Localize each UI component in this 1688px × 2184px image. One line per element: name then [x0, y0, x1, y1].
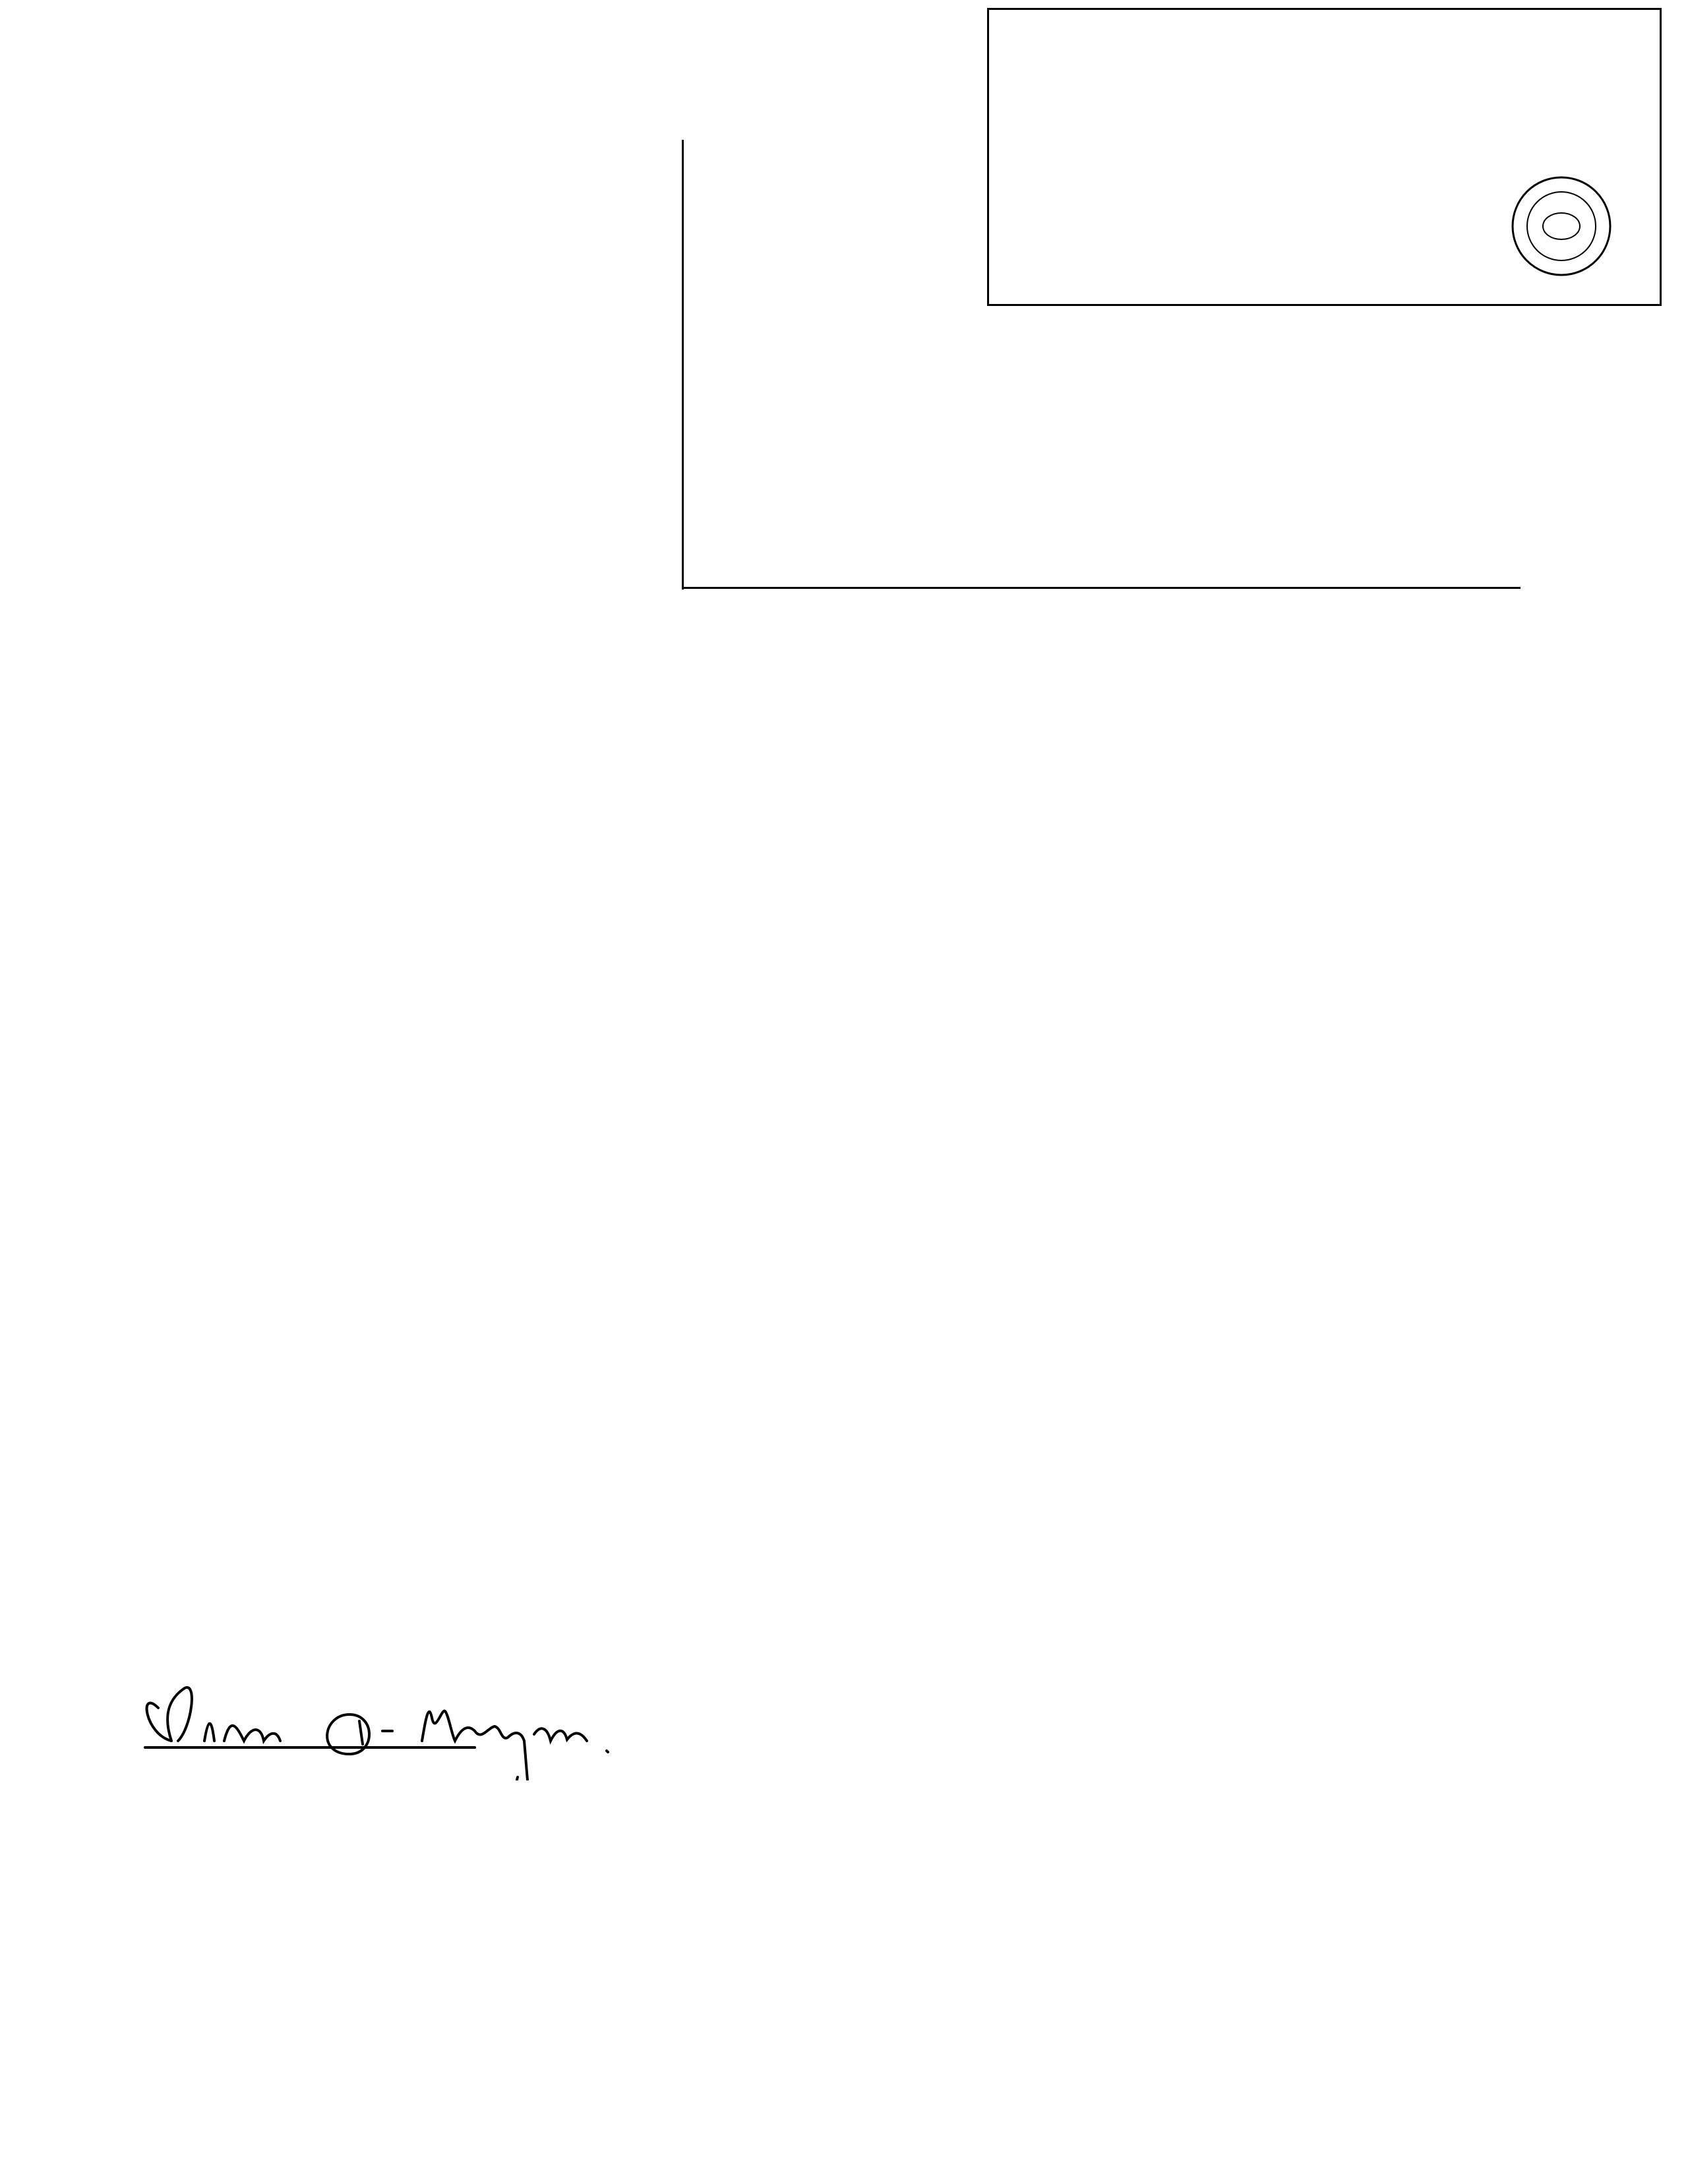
recording-stamp — [987, 8, 1662, 306]
signature-mark — [132, 1649, 712, 1780]
recorder-space-line — [682, 587, 1521, 589]
county-seal-icon — [1509, 173, 1614, 279]
vertical-divider — [682, 140, 684, 590]
barcode — [1064, 38, 1624, 90]
